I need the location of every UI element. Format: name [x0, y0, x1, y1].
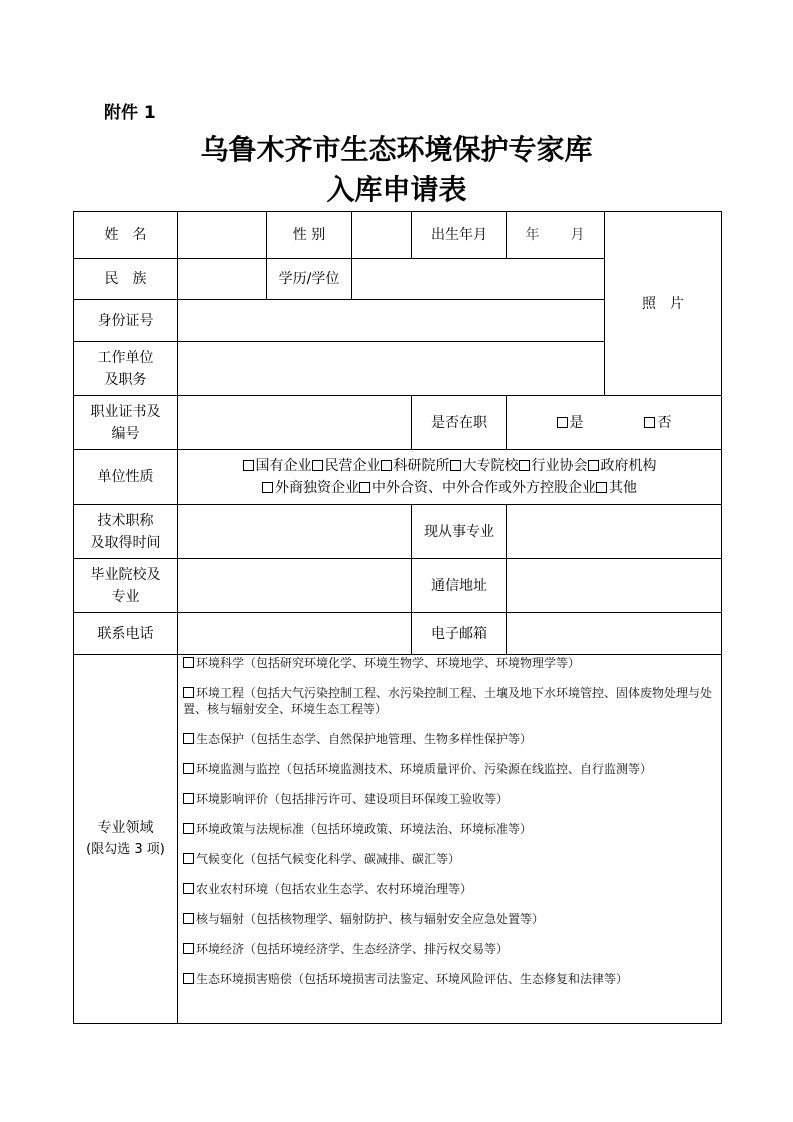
- checkbox-icon[interactable]: [183, 657, 194, 668]
- tech-title-label-line2: 及取得时间: [90, 534, 161, 551]
- unit-type-option[interactable]: [359, 480, 596, 496]
- work-unit-input[interactable]: [178, 342, 605, 396]
- application-form-table: [73, 211, 722, 1024]
- checkbox-icon[interactable]: [557, 417, 568, 428]
- employed-options: [507, 396, 722, 450]
- field-label-line1: 专业领域: [97, 820, 154, 836]
- checkbox-icon[interactable]: [519, 460, 530, 471]
- field-option-text: 生态环境损害赔偿（包括环境损害司法鉴定、环境风险评估、生态修复和法律等）: [196, 972, 629, 986]
- tech-title-label: [74, 505, 178, 559]
- no-label: 否: [657, 414, 672, 431]
- checkbox-icon[interactable]: [183, 943, 194, 954]
- certificate-label-line1: 职业证书及: [90, 403, 161, 420]
- field-option-text: 核与辐射（包括核物理学、辐射防护、核与辐射安全应急处置等）: [196, 912, 545, 926]
- address-label: 通信地址: [412, 559, 507, 613]
- current-major-input[interactable]: [507, 505, 722, 559]
- checkbox-icon[interactable]: [183, 763, 194, 774]
- checkbox-icon[interactable]: [359, 482, 370, 493]
- field-option-text: 农业农村环境（包括农业生态学、农村环境治理等）: [196, 882, 473, 896]
- field-option[interactable]: [183, 911, 717, 927]
- name-label: 姓 名: [74, 212, 178, 259]
- education-input[interactable]: [352, 259, 605, 300]
- checkbox-icon[interactable]: [450, 460, 461, 471]
- unit-type-options: [178, 450, 722, 505]
- phone-input[interactable]: [178, 613, 412, 655]
- field-option[interactable]: [183, 685, 717, 717]
- field-option[interactable]: [183, 731, 717, 747]
- field-label: [74, 655, 178, 1024]
- tech-title-label-line1: 技术职称: [97, 512, 154, 529]
- employed-no-option[interactable]: [644, 415, 671, 431]
- id-number-input[interactable]: [178, 300, 605, 342]
- checkbox-icon[interactable]: [183, 913, 194, 924]
- checkbox-icon[interactable]: [312, 460, 323, 471]
- address-input[interactable]: [507, 559, 722, 613]
- unit-type-option[interactable]: [519, 458, 588, 474]
- work-unit-label: [74, 342, 178, 396]
- form-title: 乌鲁木齐市生态环境保护专家库: [200, 133, 593, 166]
- gender-input[interactable]: [352, 212, 412, 259]
- field-option[interactable]: [183, 655, 717, 671]
- field-option[interactable]: [183, 821, 717, 837]
- graduate-school-label-line2: 专业: [111, 588, 140, 605]
- attachment-label: 附件 1: [104, 103, 156, 123]
- checkbox-icon[interactable]: [243, 460, 254, 471]
- unit-type-option[interactable]: [596, 480, 637, 496]
- field-option[interactable]: [183, 761, 717, 777]
- unit-type-text: 大专院校: [462, 458, 519, 474]
- checkbox-icon[interactable]: [588, 460, 599, 471]
- field-option-text: 环境政策与法规标准（包括环境政策、环境法治、环境标准等）: [196, 822, 533, 836]
- unit-type-text: 中外合资、中外合作或外方控股企业: [372, 480, 596, 496]
- id-number-label: 身份证号: [74, 300, 178, 342]
- checkbox-icon[interactable]: [183, 687, 194, 698]
- unit-type-text: 国有企业: [255, 458, 312, 474]
- checkbox-icon[interactable]: [644, 417, 655, 428]
- unit-type-text: 政府机构: [600, 458, 657, 474]
- current-major-label: 现从事专业: [412, 505, 507, 559]
- field-options: [178, 655, 722, 1024]
- checkbox-icon[interactable]: [183, 733, 194, 744]
- field-option-text: 环境监测与监控（包括环境监测技术、环境质量评价、污染源在线监控、自行监测等）: [196, 762, 653, 776]
- field-option-text: 环境经济（包括环境经济学、生态经济学、排污权交易等）: [196, 942, 509, 956]
- field-label-line2: (限勾选 3 项): [86, 842, 165, 857]
- field-option-text: 环境工程（包括大气污染控制工程、水污染控制工程、土壤及地下水环境管控、固体废物处理与处置、核与辐射安全、环境生态工程等）: [183, 686, 713, 716]
- unit-type-text: 民营企业: [324, 458, 381, 474]
- unit-type-line1: [178, 455, 721, 477]
- unit-type-text: 行业协会: [531, 458, 588, 474]
- graduate-school-label: [74, 559, 178, 613]
- yes-label: 是: [569, 414, 584, 431]
- graduate-school-label-line1: 毕业院校及: [90, 566, 161, 583]
- field-option-text: 气候变化（包括气候变化科学、碳减排、碳汇等）: [196, 852, 461, 866]
- unit-type-text: 科研院所: [393, 458, 450, 474]
- birth-label: 出生年月: [412, 212, 507, 259]
- checkbox-icon[interactable]: [183, 973, 194, 984]
- phone-label: 联系电话: [74, 613, 178, 655]
- checkbox-icon[interactable]: [183, 883, 194, 894]
- checkbox-icon[interactable]: [183, 823, 194, 834]
- unit-type-text: 外商独资企业: [275, 480, 359, 496]
- certificate-label-line2: 编号: [111, 425, 140, 442]
- field-option-text: 生态保护（包括生态学、自然保护地管理、生物多样性保护等）: [196, 732, 533, 746]
- unit-type-option[interactable]: [450, 458, 519, 474]
- checkbox-icon[interactable]: [183, 793, 194, 804]
- field-option[interactable]: [183, 971, 717, 987]
- field-option[interactable]: [183, 881, 717, 897]
- unit-type-option[interactable]: [262, 480, 359, 496]
- certificate-label: [74, 396, 178, 450]
- unit-type-label: 单位性质: [74, 450, 178, 505]
- checkbox-icon[interactable]: [262, 482, 273, 493]
- unit-type-option[interactable]: [243, 458, 312, 474]
- ethnicity-input[interactable]: [178, 259, 267, 300]
- ethnicity-label: 民 族: [74, 259, 178, 300]
- tech-title-input[interactable]: [178, 505, 412, 559]
- field-option[interactable]: [183, 941, 717, 957]
- work-unit-label-line1: 工作单位: [97, 349, 154, 366]
- name-input[interactable]: [178, 212, 267, 259]
- unit-type-option[interactable]: [588, 458, 657, 474]
- unit-type-option[interactable]: [312, 458, 381, 474]
- education-label: 学历/学位: [267, 259, 352, 300]
- gender-label: 性 别: [267, 212, 352, 259]
- field-option[interactable]: [183, 791, 717, 807]
- photo-box[interactable]: [605, 212, 722, 396]
- graduate-school-input[interactable]: [178, 559, 412, 613]
- field-option-text: 环境科学（包括研究环境化学、环境生物学、环境地学、环境物理学等）: [196, 656, 581, 670]
- employed-yes-option[interactable]: [557, 415, 584, 431]
- checkbox-icon[interactable]: [596, 482, 607, 493]
- photo-label: 照 片: [642, 295, 684, 312]
- work-unit-label-line2: 及职务: [104, 371, 147, 388]
- email-input[interactable]: [507, 613, 722, 655]
- field-option-text: 环境影响评价（包括排污许可、建设项目环保竣工验收等）: [196, 792, 509, 806]
- email-label: 电子邮箱: [412, 613, 507, 655]
- unit-type-option[interactable]: [381, 458, 450, 474]
- unit-type-line2: [178, 477, 721, 499]
- checkbox-icon[interactable]: [183, 853, 194, 864]
- certificate-input[interactable]: [178, 396, 412, 450]
- form-subtitle: 入库申请表: [326, 173, 467, 206]
- unit-type-text: 其他: [609, 480, 637, 496]
- field-option[interactable]: [183, 851, 717, 867]
- checkbox-icon[interactable]: [381, 460, 392, 471]
- birth-input[interactable]: 年 月: [507, 212, 605, 259]
- employed-label: 是否在职: [412, 396, 507, 450]
